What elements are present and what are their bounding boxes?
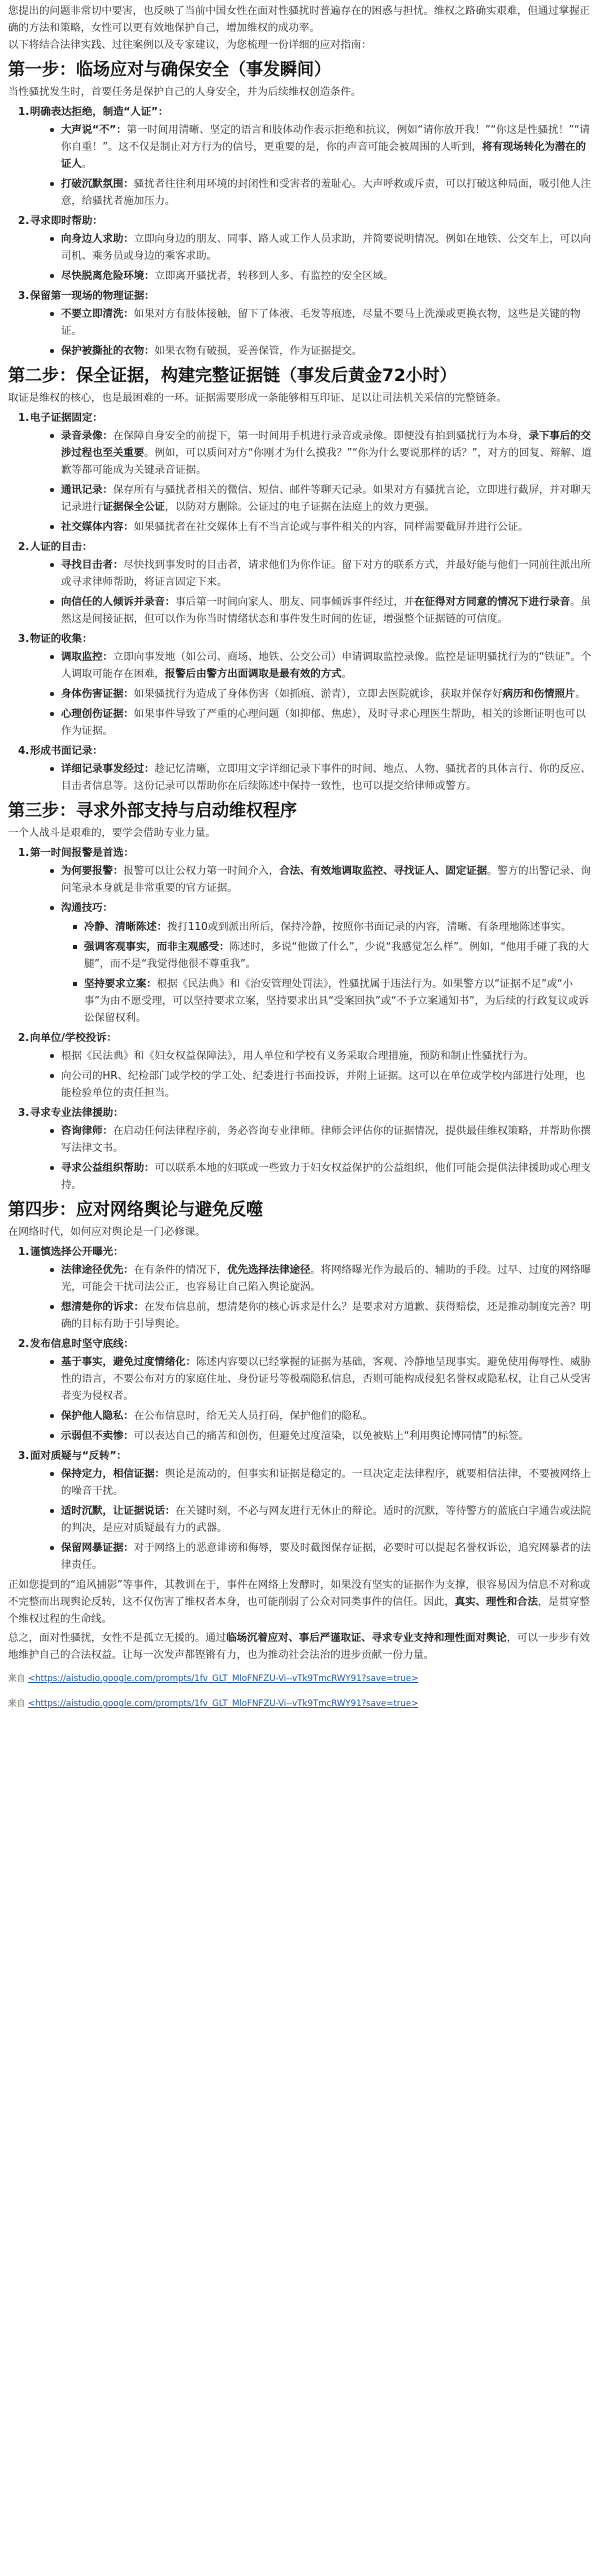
sub-item-list [30, 306, 592, 360]
sub-item-list [30, 1048, 592, 1102]
sub-item [50, 1068, 592, 1102]
sub-item [50, 343, 592, 360]
item-number: 1. [18, 1246, 30, 1258]
sub-item-list [30, 649, 592, 740]
step-heading: 第四步：应对网络舆论与避免反噬 [8, 1200, 263, 1220]
step-item [18, 1105, 592, 1194]
nested-item [73, 976, 592, 1027]
step-item [18, 743, 592, 795]
step-heading: 第一步：临场应对与确保安全（事发瞬间） [8, 60, 331, 80]
item-title: 面对质疑与“反转”： [30, 1450, 127, 1462]
sub-item-list [30, 1123, 592, 1194]
step-lead: 在网络时代，如何应对舆论是一门必修课。 [8, 1226, 206, 1238]
item-text: 向公司的HR、纪检部门或学校的学工处、纪委进行书面投诉，并附上证据。这可以在单位或学校内部进行处理，也能检验单位的责任担当。 [61, 1070, 586, 1099]
item-text: 根据《民法典》和《治安管理处罚法》，性骚扰属于违法行为。如果警方以“证据不足”或“小事”为由不愿受理，可以坚持要求立案，坚持要求出具“受案回执”或“不予立案通知书”，为后续的行政复议或诉讼保留权利。 [84, 978, 589, 1024]
step-item [18, 1336, 592, 1445]
item-emphasis: 病历和伤情照片 [502, 688, 576, 700]
nested-item [73, 919, 592, 936]
item-text: 报警可以让公权力第一时间介入， [123, 865, 280, 877]
sub-item [50, 686, 592, 703]
item-lead: 社交媒体内容： [61, 521, 134, 533]
item-lead: 不要立即清洗： [61, 308, 134, 320]
item-lead: 咨询律师： [61, 1125, 113, 1137]
item-lead: 适时沉默，让证据说话： [61, 1505, 176, 1517]
item-lead: 保留网暴证据： [61, 1542, 134, 1554]
step3-section [8, 799, 592, 1194]
step-item-list [8, 104, 592, 360]
sub-item [50, 231, 592, 265]
item-number: 2. [18, 1338, 30, 1350]
item-text: 如果骚扰者在社交媒体上有不当言论或与事件相关的内容，同样需要截屏并进行公证。 [133, 521, 529, 533]
sub-item [50, 1048, 592, 1065]
step-item-list [8, 845, 592, 1194]
guide-steps [8, 58, 592, 1574]
item-text: 。虽然这是间接证据，但可以作为你当时情绪状态和事件发生时间的佐证，增强整个证据链的可信度。 [61, 596, 591, 625]
source-line [8, 1697, 592, 1712]
item-number: 3. [18, 633, 30, 645]
sub-item [50, 761, 592, 795]
sub-item-list [30, 557, 592, 628]
item-lead: 保护被撕扯的衣物： [61, 345, 155, 357]
item-lead: 寻求公益组织帮助： [61, 1162, 155, 1174]
item-title: 第一时间报警是首选： [30, 847, 134, 859]
step-lead: 一个人战斗是艰难的，要学会借助专业力量。 [8, 827, 216, 839]
item-number: 2. [18, 215, 30, 227]
item-text: 保存所有与骚扰者相关的微信、短信、邮件等聊天记录。如果对方有骚扰言论，立即进行截屏，并对聊天记录进行 [61, 484, 591, 513]
sub-item [50, 268, 592, 285]
item-lead: 坚持要求立案： [84, 978, 157, 990]
item-text: 。将网络曝光作为最后的、辅助的手段。过早、过度的网络曝光，可能会干扰司法公正，也容易让自己陷入舆论旋涡。 [61, 1264, 591, 1293]
item-lead: 录音录像： [61, 430, 113, 442]
item-number: 4. [18, 745, 30, 757]
item-lead: 为何要报警： [61, 865, 124, 877]
item-text: 对于网络上的恶意诽谤和侮辱，要及时截图保存证据，必要时可以提起名誉权诉讼，追究网暴者的法律责任。 [61, 1542, 591, 1571]
sub-item [50, 1262, 592, 1296]
step4-section [8, 1198, 592, 1574]
item-lead: 打破沉默氛围： [61, 178, 134, 190]
sub-item [50, 706, 592, 740]
item-title: 明确表达拒绝，制造“人证”： [30, 106, 169, 118]
item-lead: 大声说“不”： [61, 124, 127, 136]
item-lead: 基于事实，避免过度情绪化： [61, 1356, 197, 1368]
sub-item [50, 557, 592, 591]
intro-paragraph: 您提出的问题非常切中要害，也反映了当前中国女性在面对性骚扰时普遍存在的困惑与担忧。维权之路确实艰难，但通过掌握正确的方法和策略，女性可以更有效地保护自己，增加维权的成功率。 [8, 5, 590, 34]
item-text: 在关键时刻，不必与网友进行无休止的辩论。适时的沉默，等待警方的蓝底白字通告或法院的判决，是应对质疑最有力的武器。 [61, 1505, 591, 1534]
item-number: 3. [18, 1450, 30, 1462]
item-text: 在启动任何法律程序前，务必咨询专业律师。律师会评估你的证据情况，提供最佳维权策略，并帮助你撰写法律文书。 [61, 1125, 591, 1154]
sub-item [50, 649, 592, 683]
item-lead: 寻找目击者： [61, 559, 124, 571]
item-lead: 向信任的人倾诉并录音： [61, 596, 176, 608]
item-number: 2. [18, 1032, 30, 1044]
item-title: 谨慎选择公开曝光： [30, 1246, 124, 1258]
item-text: 可以联系本地的妇联或一些致力于妇女权益保护的公益组织，他们可能会提供法律援助或心理支持。 [61, 1162, 591, 1191]
closing-paragraph: 总之，面对性骚扰，女性不是孤立无援的。通过临场沉着应对、事后严谨取证、寻求专业支持和理性面对舆论，可以一步步有效地维护自己的合法权益。让每一次发声都铿锵有力，也为推动社会法治的进步贡献一份力量。 [8, 1632, 590, 1661]
step-lead: 取证是维权的核心，也是最困难的一环。证据需要形成一条能够相互印证、足以让司法机关采信的完整链条。 [8, 392, 507, 404]
sub-item [50, 1354, 592, 1405]
sub-item [50, 1540, 592, 1574]
sub-item [50, 863, 592, 897]
sub-item [50, 1428, 592, 1445]
item-text: 立即离开骚扰者，转移到人多、有监控的安全区域。 [154, 270, 394, 282]
step-item [18, 288, 592, 360]
step-item [18, 845, 592, 1027]
item-text: 。例如，可以质问对方“你刚才为什么摸我？”“你为什么要说那样的话？”，对方的回复、辩解、道歉等都可能成为关键录音证据。 [61, 447, 592, 476]
step-item [18, 631, 592, 740]
item-lead: 调取监控： [61, 651, 113, 663]
sub-item [50, 1160, 592, 1194]
sub-item [50, 594, 592, 628]
item-emphasis: 录下事后的交涉过程也至关重要 [61, 430, 591, 459]
item-text: 如果对方有肢体接触，留下了体液、毛发等痕迹，尽量不要马上洗澡或更换衣物，这些是关键的物证。 [61, 308, 581, 337]
sub-item-list [30, 231, 592, 285]
item-emphasis: 在征得对方同意的情况下进行录音 [414, 596, 571, 608]
item-text: 。 [81, 158, 93, 170]
item-text: 舆论是流动的，但事实和证据是稳定的。一旦决定走法律程序，就要相信法律，不要被网络上的噪音干扰。 [61, 1468, 591, 1497]
item-title: 向单位/学校投诉： [30, 1032, 117, 1044]
sub-item [50, 519, 592, 536]
sub-item-list [30, 1354, 592, 1445]
item-text: ，以防对方删除。公证过的电子证据在法庭上的效力更强。 [164, 501, 436, 513]
step-item-list [8, 1244, 592, 1574]
step-item [18, 539, 592, 628]
item-lead: 法律途径优先： [61, 1264, 134, 1276]
sub-item [50, 176, 592, 210]
item-lead: 想清楚你的诉求： [61, 1301, 145, 1313]
step-item [18, 1448, 592, 1574]
step-heading: 第三步：寻求外部支持与启动维权程序 [8, 801, 297, 821]
step-item [18, 1030, 592, 1102]
item-text: 根据《民法典》和《妇女权益保障法》，用人单位和学校有义务采取合理措施，预防和制止性骚扰行为。 [61, 1050, 534, 1062]
item-emphasis: 证据保全公证 [102, 501, 165, 513]
item-text: 。 [575, 688, 586, 700]
sub-item [50, 1408, 592, 1425]
sub-item-list [30, 863, 592, 1027]
nested-list [61, 919, 592, 1027]
item-title: 物证的收集： [30, 633, 93, 645]
item-text: 立即向身边的朋友、同事、路人或工作人员求助，并简要说明情况。例如在地铁、公交车上，可以向司机、乘务员或身边的乘客求助。 [61, 233, 591, 262]
item-text: 拨打110或到派出所后，保持冷静，按照你书面记录的内容，清晰、有条理地陈述事实。 [167, 921, 572, 933]
sub-item [50, 428, 592, 479]
item-lead: 身体伤害证据： [61, 688, 134, 700]
item-text: 如果事件导致了严重的心理问题（如抑郁、焦虑），及时寻求心理医生帮助，相关的诊断证明也可以作为证据。 [61, 708, 586, 737]
item-text: 事后第一时间向家人、朋友、同事倾诉事件经过，并 [175, 596, 415, 608]
item-text: 如果衣物有破损，妥善保管，作为证据提交。 [154, 345, 363, 357]
sub-item-list [30, 1466, 592, 1574]
item-text: 陈述时，多说“他做了什么”，少说“我感觉怎么样”。例如，“他用手碰了我的大腿”，而不是“我觉得他很不尊重我”。 [84, 941, 589, 970]
nested-item [73, 939, 592, 973]
sub-item [50, 1299, 592, 1333]
intro-paragraph: 以下将结合法律实践、过往案例以及专家建议，为您梳理一份详细的应对指南： [8, 39, 372, 51]
item-number: 2. [18, 541, 30, 553]
item-lead: 保护他人隐私： [61, 1410, 134, 1422]
source-line [8, 1672, 592, 1687]
item-title: 人证的目击： [30, 541, 93, 553]
item-text: 尽快找到事发时的目击者，请求他们为你作证。留下对方的联系方式，并最好能与他们一同前往派出所或寻求律师帮助，将证言固定下来。 [61, 559, 591, 588]
sub-item-list [30, 761, 592, 795]
item-text: 在有条件的情况下， [133, 1264, 228, 1276]
item-number: 1. [18, 412, 30, 424]
item-title: 寻求专业法律援助： [30, 1107, 124, 1119]
sub-item [50, 122, 592, 173]
item-lead: 心理创伤证据： [61, 708, 134, 720]
item-lead: 尽快脱离危险环境： [61, 270, 155, 282]
item-lead: 冷静、清晰陈述： [84, 921, 168, 933]
step2-section [8, 364, 592, 795]
item-emphasis: 合法、有效地调取监控、寻找证人、固定证据 [279, 865, 488, 877]
item-lead: 强调客观事实，而非主观感受： [84, 941, 230, 953]
step-item [18, 213, 592, 285]
item-title: 保留第一现场的物理证据： [30, 290, 155, 302]
step-heading: 第二步：保全证据，构建完整证据链（事发后黄金72小时） [8, 366, 457, 386]
step1-section [8, 58, 592, 360]
source-label: 来自 [8, 1699, 26, 1709]
source-label: 来自 [8, 1674, 26, 1684]
item-number: 3. [18, 1107, 30, 1119]
item-lead: 保持定力，相信证据： [61, 1468, 165, 1480]
item-number: 3. [18, 290, 30, 302]
step-lead: 当性骚扰发生时，首要任务是保护自己的人身安全，并为后续维权创造条件。 [8, 86, 362, 98]
intro [8, 3, 592, 54]
item-lead: 详细记录事发经过： [61, 763, 155, 775]
item-text: 在发布信息前，想清楚你的核心诉求是什么？是要求对方道歉、获得赔偿，还是推动制度完善？明确的目标有助于引导舆论。 [61, 1301, 591, 1330]
sub-item [50, 1123, 592, 1157]
sub-item-list [30, 428, 592, 536]
item-text: 在公布信息时，给无关人员打码，保护他们的隐私。 [133, 1410, 373, 1422]
source-link[interactable]: <https://aistudio.google.com/prompts/1fv_GLT_MloFNFZU-Vi--vTk9TmcRWY91?save=true> [27, 1699, 419, 1709]
item-number: 1. [18, 106, 30, 118]
item-text: 骚扰者往往利用环境的封闭性和受害者的羞耻心。大声呼救或斥责，可以打破这种局面，吸引他人注意，给骚扰者施加压力。 [61, 178, 591, 207]
item-emphasis: 优先选择法律途径 [227, 1264, 311, 1276]
item-emphasis: 报警后由警方出面调取是最有效的方式 [164, 668, 342, 680]
step-item [18, 410, 592, 536]
sub-item [50, 1466, 592, 1500]
step-item [18, 104, 592, 210]
closing-paragraph: 正如您提到的“追风捕影”等事件，其教训在于，事件在网络上发酵时，如果没有坚实的证据作为支撑，很容易因为信息不对称或不完整而出现舆论反转，这不仅伤害了维权者本身，也可能削弱了公众对同类事件的信任。因此，真实、理性和合法，是贯穿整个维权过程的生命线。 [8, 1579, 591, 1625]
source-link[interactable]: <https://aistudio.google.com/prompts/1fv_GLT_MloFNFZU-Vi--vTk9TmcRWY91?save=true> [27, 1674, 419, 1684]
step-item [18, 1244, 592, 1333]
sub-item [50, 900, 592, 1027]
item-text: 在保障自身安全的前提下，第一时间用手机进行录音或录像。即便没有拍到骚扰行为本身， [112, 430, 529, 442]
sub-item [50, 306, 592, 340]
item-emphasis: 将有现场转化为潜在的证人 [61, 141, 586, 170]
sub-item [50, 1503, 592, 1537]
item-title: 形成书面记录： [30, 745, 103, 757]
item-text: 趁记忆清晰，立即用文字详细记录下事件的时间、地点、人物、骚扰者的具体言行、你的反应、目击者信息等。这份记录可以帮助你在后续陈述中保持一致性，也可以提交给律师或警方。 [61, 763, 591, 792]
source-footer [8, 1672, 592, 1712]
item-text: 如果骚扰行为造成了身体伤害（如抓痕、淤青），立即去医院就诊，获取并保存好 [133, 688, 503, 700]
item-lead: 沟通技巧： [61, 902, 113, 914]
item-title: 发布信息时坚守底线： [30, 1338, 134, 1350]
item-text: 可以表达自己的痛苦和创伤，但避免过度渲染，以免被贴上“利用舆论博同情”的标签。 [133, 1430, 529, 1442]
item-text: 。警方的出警记录、询问笔录本身就是非常重要的官方证据。 [61, 865, 591, 894]
item-text: 第一时间用清晰、坚定的语言和肢体动作表示拒绝和抗议，例如“请你放开我！”“你这是性骚扰！”“请你自重！”。这不仅是制止对方行为的信号，更重要的是，你的声音可能会被周围的人听到， [61, 124, 590, 153]
sub-item-list [30, 122, 592, 210]
sub-item-list [30, 1262, 592, 1333]
step-item-list [8, 410, 592, 795]
item-text: 。 [341, 668, 352, 680]
item-lead: 通讯记录： [61, 484, 113, 496]
item-title: 电子证据固定： [30, 412, 103, 424]
sub-item [50, 482, 592, 516]
item-title: 寻求即时帮助： [30, 215, 103, 227]
item-text: 陈述内容要以已经掌握的证据为基础，客观、冷静地呈现事实。避免使用侮辱性、威胁性的语言，不要公布对方的家庭住址、身份证号等极端隐私信息，否则可能构成侵犯名誉权或隐私权，让自己从受害者变为侵权者。 [61, 1356, 591, 1402]
item-lead: 示弱但不卖惨： [61, 1430, 134, 1442]
item-text: 立即向事发地（如公司、商场、地铁、公交公司）申请调取监控录像。监控是证明骚扰行为的“铁证”。个人调取可能存在困难， [61, 651, 592, 680]
item-number: 1. [18, 847, 30, 859]
item-lead: 向身边人求助： [61, 233, 134, 245]
